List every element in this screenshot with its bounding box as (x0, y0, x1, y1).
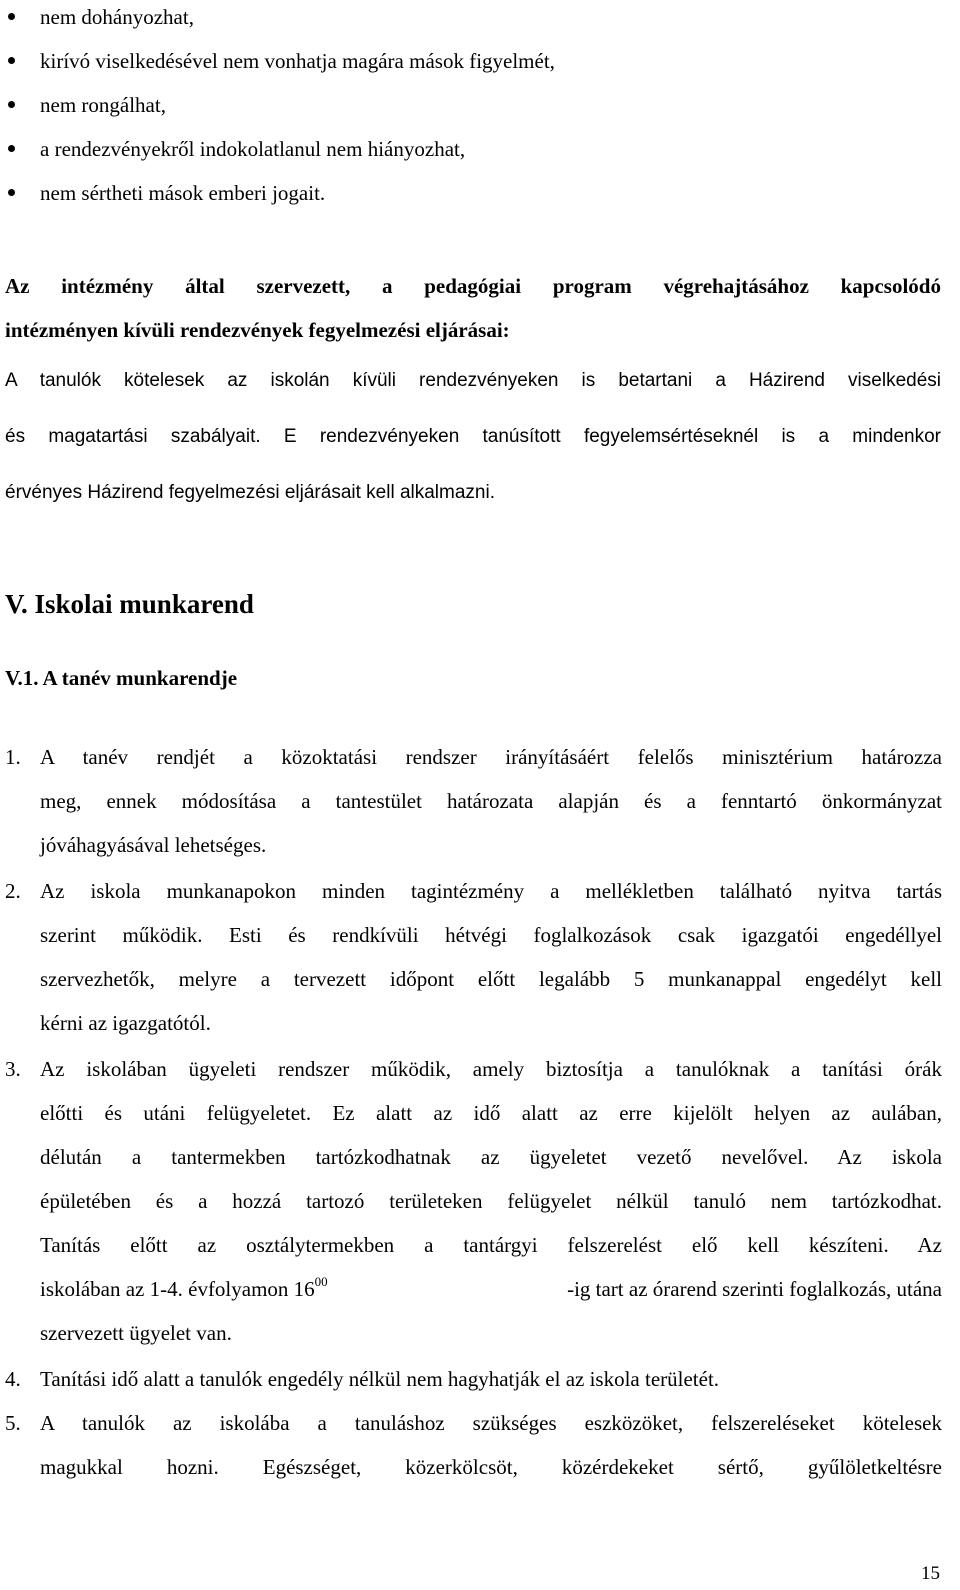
item-number: 1. (5, 745, 21, 769)
bullet-item: kirívó viselkedésével nem vonhatja magára mások figyelmét, (40, 49, 555, 73)
bullet-icon (8, 13, 15, 20)
item-number: 5. (5, 1411, 21, 1435)
events-heading-line: intézményen kívüli rendezvények fegyelmezési eljárásai: (5, 318, 510, 342)
item-line-start (40, 1274, 328, 1301)
item-line: A tanév rendjét a közoktatási rendszer irányításáért felelős minisztérium határozza (40, 745, 942, 769)
bullet-item: nem rongálhat, (40, 93, 166, 117)
item-line: A tanulók az iskolába a tanuláshoz szükséges eszközöket, felszereléseket kötelesek (40, 1411, 942, 1435)
section-title: V. Iskolai munkarend (5, 589, 254, 619)
superscript: 00 (314, 1274, 328, 1289)
item-line: kérni az igazgatótól. (40, 1011, 211, 1035)
events-paragraph-line: érvényes Házirend fegyelmezési eljárásait kell alkalmazni. (5, 482, 495, 503)
item-line: szervezett ügyelet van. (40, 1321, 232, 1345)
item-line-before-sup: iskolában az 1-4. évfolyamon 16 (40, 1277, 315, 1301)
item-line: épületében és a hozzá tartozó területeken felügyelet nélkül tanuló nem tartózkodhat. (40, 1189, 942, 1213)
item-number: 4. (5, 1367, 21, 1391)
bullet-item: nem dohányozhat, (40, 5, 194, 29)
item-line: Az iskola munkanapokon minden tagintézmény a mellékletben található nyitva tartás (40, 879, 942, 903)
item-line: jóváhagyásával lehetséges. (40, 833, 267, 857)
item-line: Tanítási idő alatt a tanulók engedély nélkül nem hagyhatják el az iskola területét. (40, 1367, 720, 1391)
events-paragraph-line: és magatartási szabályait. E rendezvényeken tanúsított fegyelemsértéseknél is a mindenkor (5, 426, 941, 447)
item-line: szervezhetők, melyre a tervezett időpont előtt legalább 5 munkanappal engedélyt kell (40, 967, 942, 991)
bullet-icon (8, 57, 15, 64)
item-line (40, 1274, 942, 1301)
events-paragraph-line: A tanulók kötelesek az iskolán kívüli rendezvényeken is betartani a Házirend viselkedési (5, 370, 941, 391)
item-line-end: -ig tart az órarend szerinti foglalkozás, utána (567, 1277, 942, 1301)
bullet-icon (8, 145, 15, 152)
item-line: Az iskolában ügyeleti rendszer működik, amely biztosítja a tanulóknak a tanítási órák (40, 1057, 942, 1081)
item-line: szerint működik. Esti és rendkívüli hétvégi foglalkozások csak igazgatói engedéllyel (40, 923, 942, 947)
page-number: 15 (921, 1563, 940, 1584)
item-line: előtti és utáni felügyeletet. Ez alatt az idő alatt az erre kijelölt helyen az aulában, (40, 1101, 942, 1125)
item-line: magukkal hozni. Egészséget, közerkölcsöt, közérdekeket sértő, gyűlöletkeltésre (40, 1455, 942, 1479)
bullet-item: a rendezvényekről indokolatlanul nem hiányozhat, (40, 137, 466, 161)
item-line: Tanítás előtt az osztálytermekben a tantárgyi felszerelést elő kell készíteni. Az (40, 1233, 942, 1257)
item-line: meg, ennek módosítása a tantestület határozata alapján és a fenntartó önkormányzat (40, 789, 942, 813)
item-line: délután a tantermekben tartózkodhatnak az ügyeletet vezető nevelővel. Az iskola (40, 1145, 942, 1169)
bullet-icon (8, 101, 15, 108)
events-heading-line: Az intézmény által szervezett, a pedagógiai program végrehajtásához kapcsolódó (5, 274, 941, 298)
bullet-item: nem sértheti mások emberi jogait. (40, 181, 326, 205)
item-number: 3. (5, 1057, 21, 1081)
subsection-title: V.1. A tanév munkarendje (5, 666, 238, 690)
item-number: 2. (5, 879, 21, 903)
bullet-icon (8, 189, 15, 196)
